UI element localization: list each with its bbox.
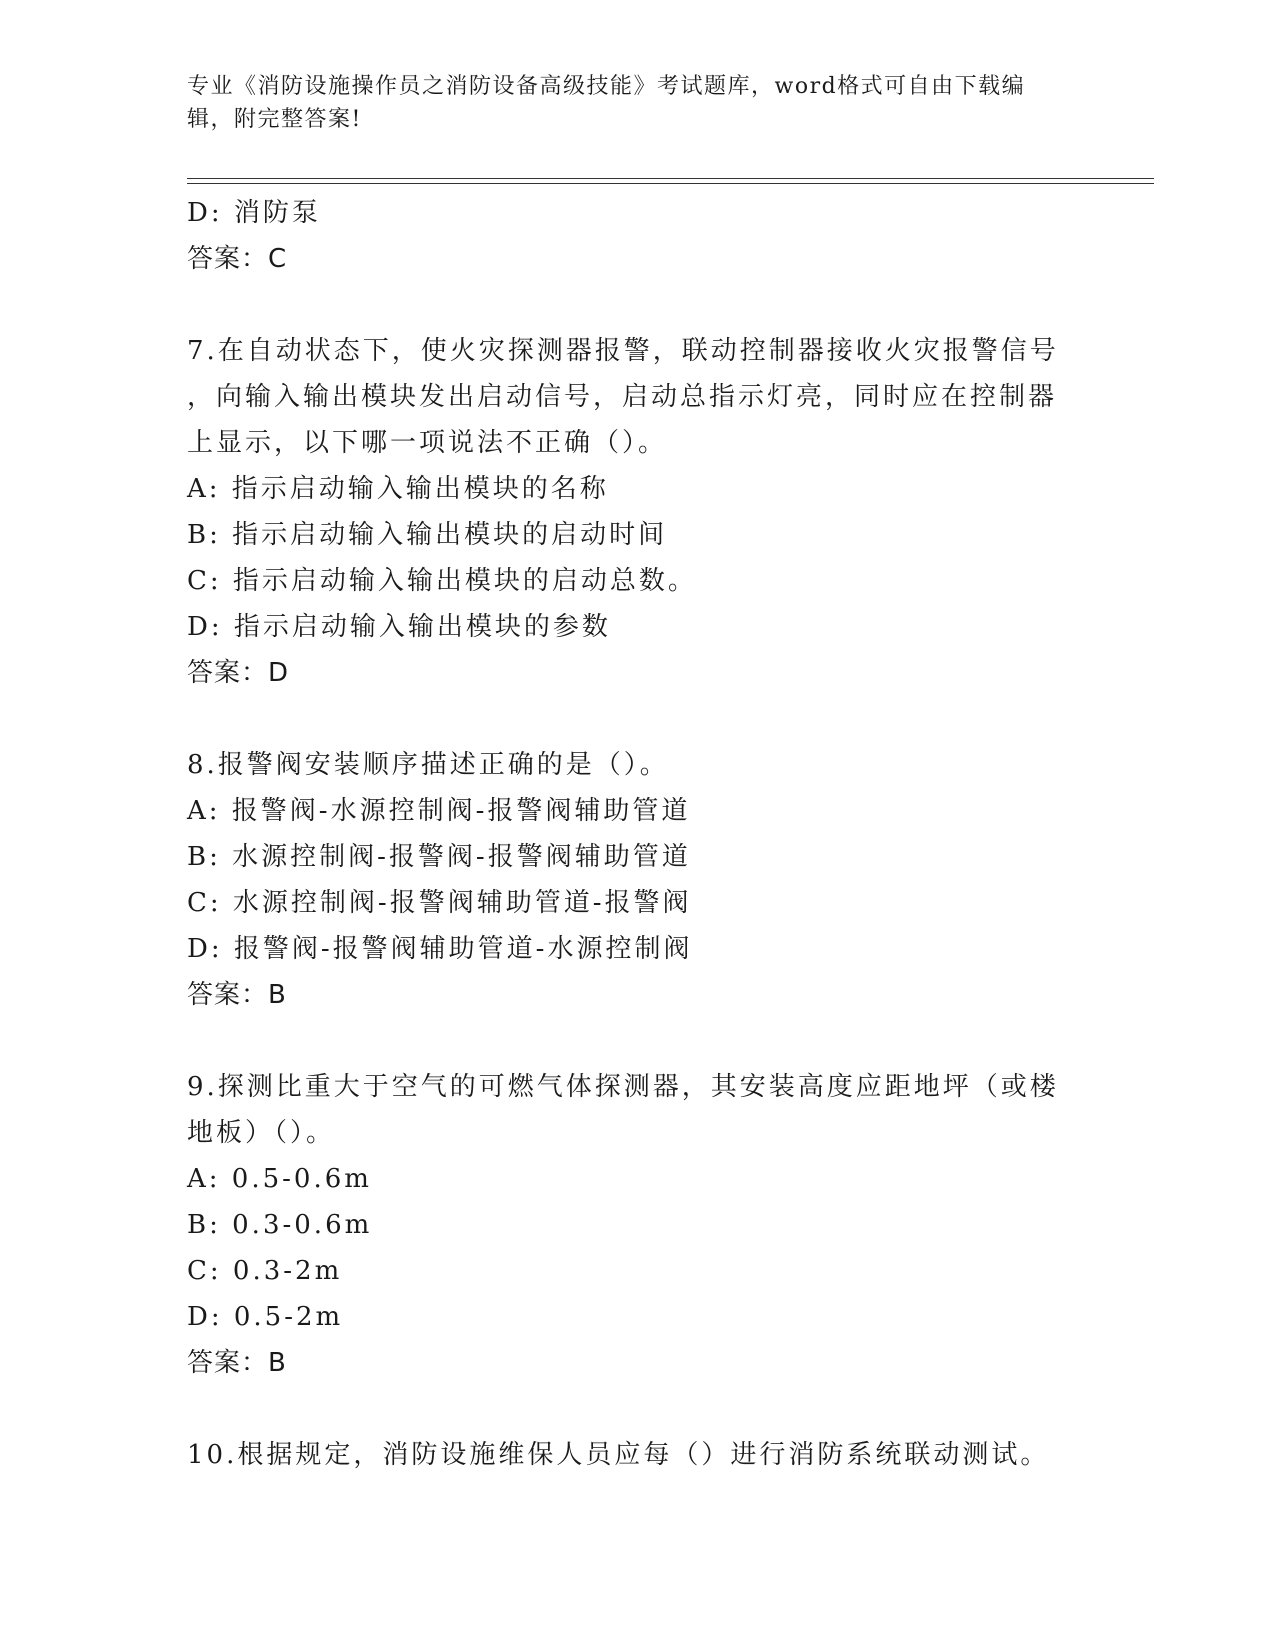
q10-stem-line-1: 10.根据规定，消防设施维保人员应每（）进行消防系统联动测试。 xyxy=(187,1440,1050,1470)
question-10 xyxy=(187,1432,1087,1478)
q8-stem-line-1: 8.报警阀安装顺序描述正确的是（）。 xyxy=(187,750,669,780)
q7-option-a: A: 指示启动输入输出模块的名称 xyxy=(187,474,609,504)
question-7 xyxy=(187,328,1087,696)
q7-stem-line-3: 上显示，以下哪一项说法不正确（）。 xyxy=(187,428,668,458)
q8-option-c: C: 水源控制阀-报警阀辅助管道-报警阀 xyxy=(187,888,692,918)
header-line-1: 专业《消防设施操作员之消防设备高级技能》考试题库，word格式可自由下载编 xyxy=(187,74,1026,99)
q9-stem-line-2: 地板）（）。 xyxy=(187,1118,336,1148)
q7-stem-line-2: ，向输入输出模块发出启动信号，启动总指示灯亮，同时应在控制器 xyxy=(187,382,1058,412)
spacer xyxy=(187,282,1087,328)
spacer xyxy=(187,696,1087,742)
q9-option-b: B: 0.3-0.6m xyxy=(187,1210,373,1240)
q9-option-c: C: 0.3-2m xyxy=(187,1256,343,1286)
spacer xyxy=(187,1018,1087,1064)
q8-answer: 答案：B xyxy=(187,980,287,1010)
q9-option-d: D: 0.5-2m xyxy=(187,1302,344,1332)
prev-answer: 答案：C xyxy=(187,244,288,274)
q9-stem-line-1: 9.探测比重大于空气的可燃气体探测器，其安装高度应距地坪（或楼 xyxy=(187,1072,1059,1102)
q8-option-d: D: 报警阀-报警阀辅助管道-水源控制阀 xyxy=(187,934,693,964)
question-9 xyxy=(187,1064,1087,1386)
q7-stem-line-1: 7.在自动状态下，使火灾探测器报警，联动控制器接收火灾报警信号 xyxy=(187,336,1059,366)
header-line-2: 辑，附完整答案! xyxy=(187,107,362,132)
spacer xyxy=(187,1386,1087,1432)
q7-answer: 答案：D xyxy=(187,658,290,688)
header-rule-top xyxy=(187,178,1154,179)
q8-option-a: A: 报警阀-水源控制阀-报警阀辅助管道 xyxy=(187,796,691,826)
q7-option-c: C: 指示启动输入输出模块的启动总数。 xyxy=(187,566,697,596)
question-list xyxy=(187,190,1087,1478)
q7-option-d: D: 指示启动输入输出模块的参数 xyxy=(187,612,611,642)
q9-answer: 答案：B xyxy=(187,1348,287,1378)
document-header xyxy=(187,70,1087,136)
header-rule-bottom xyxy=(187,183,1154,184)
prev-option-d: D: 消防泵 xyxy=(187,198,321,228)
question-8 xyxy=(187,742,1087,1018)
q8-option-b: B: 水源控制阀-报警阀-报警阀辅助管道 xyxy=(187,842,691,872)
q9-option-a: A: 0.5-0.6m xyxy=(187,1164,372,1194)
q7-option-b: B: 指示启动输入输出模块的启动时间 xyxy=(187,520,668,550)
